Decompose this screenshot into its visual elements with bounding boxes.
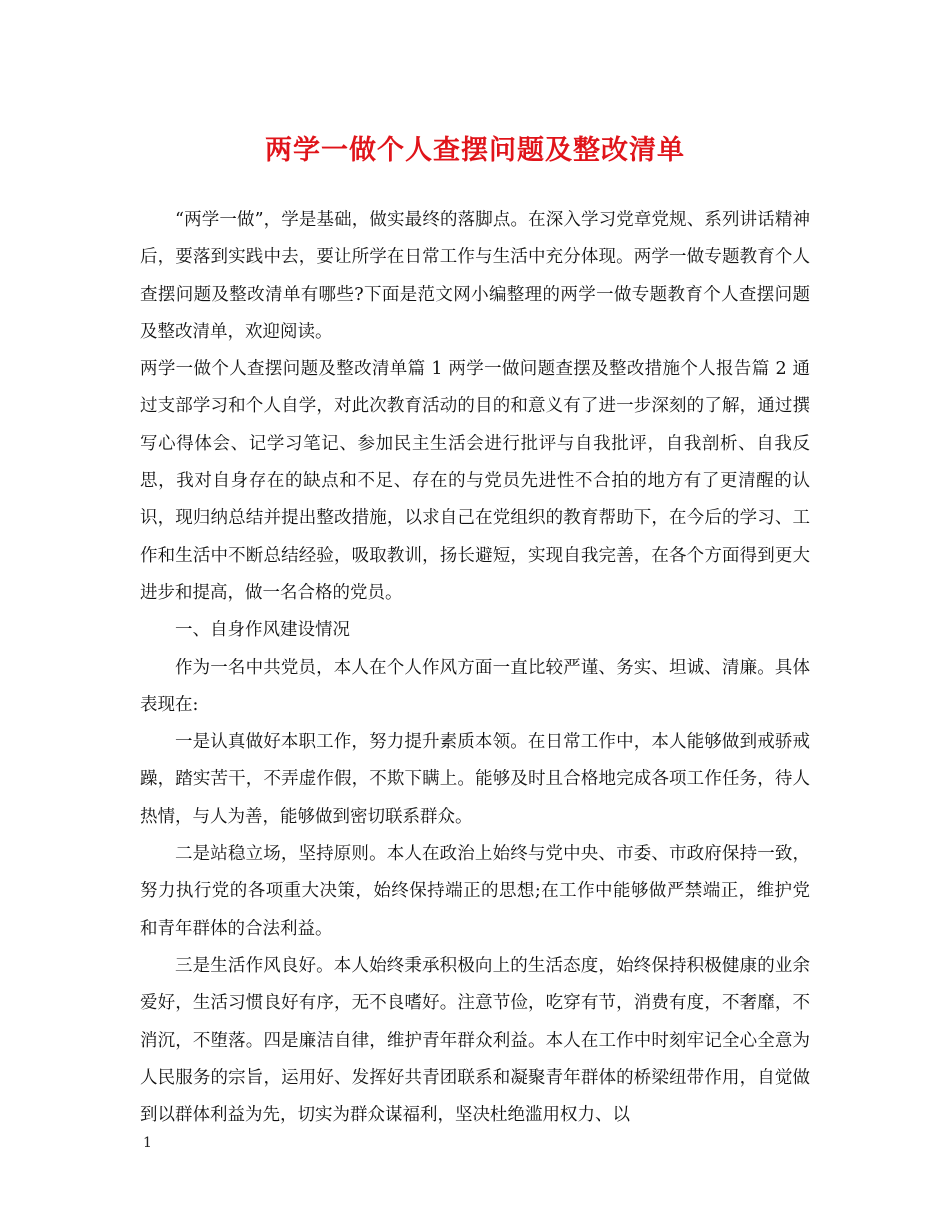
paragraph-point-2: 二是站稳立场，坚持原则。本人在政治上始终与党中央、市委、市政府保持一致，努力执行党的各项重大决策，始终保持端正的思想;在工作中能够做严禁端正，维护党和青年群体的合法利益。 xyxy=(140,844,810,939)
paragraph-style-overview: 作为一名中共党员，本人在个人作风方面一直比较严谨、务实、坦诚、清廉。具体表现在: xyxy=(140,657,810,715)
document-body xyxy=(140,202,810,1134)
document-title: 两学一做个人查摆问题及整改清单 xyxy=(265,135,685,166)
paragraph-point-3: 三是生活作风良好。本人始终秉承积极向上的生活态度，始终保持积极健康的业余爱好，生活习惯良好有序，无不良嗜好。注意节俭，吃穿有节，消费有度，不奢靡，不消沉，不堕落。四是廉洁自律，维护青年群众利益。本人在工作中时刻牢记全心全意为人民服务的宗旨，运用好、发挥好共青团联系和凝聚青年群体的桥梁纽带作用，自觉做到以群体利益为先，切实为群众谋福利，坚决杜绝滥用权力、以 xyxy=(140,955,810,1126)
section-heading-1: 一、自身作风建设情况 xyxy=(175,620,350,641)
paragraph-summary: 两学一做个人查摆问题及整改清单篇 1 两学一做问题查摆及整改措施个人报告篇 2 通过支部学习和个人自学，对此次教育活动的目的和意义有了进一步深刻的了解，通过撰写心得体会、记学习笔记、参加民主生活会进行批评与自我批评，自我剖析、自我反思，我对自身存在的缺点和不足、存在的与党员先进性不合拍的地方有了更清醒的认识，现归纳总结并提出整改措施，以求自己在党组织的教育帮助下，在今后的学习、工作和生活中不断总结经验，吸取教训，扬长避短，实现自我完善，在各个方面得到更大进步和提高，做一名合格的党员。 xyxy=(140,359,810,603)
paragraph-point-1: 一是认真做好本职工作，努力提升素质本领。在日常工作中，本人能够做到戒骄戒躁，踏实苦干，不弄虚作假，不欺下瞒上。能够及时且合格地完成各项工作任务，待人热情，与人为善，能够做到密切联系群众。 xyxy=(140,732,810,827)
page-number: 1 xyxy=(143,1135,152,1151)
paragraph-intro: “两学一做”，学是基础，做实最终的落脚点。在深入学习党章党规、系列讲话精神后，要落到实践中去，要让所学在日常工作与生活中充分体现。两学一做专题教育个人查摆问题及整改清单有哪些?下面是范文网小编整理的两学一做专题教育个人查摆问题及整改清单，欢迎阅读。 xyxy=(140,210,810,342)
